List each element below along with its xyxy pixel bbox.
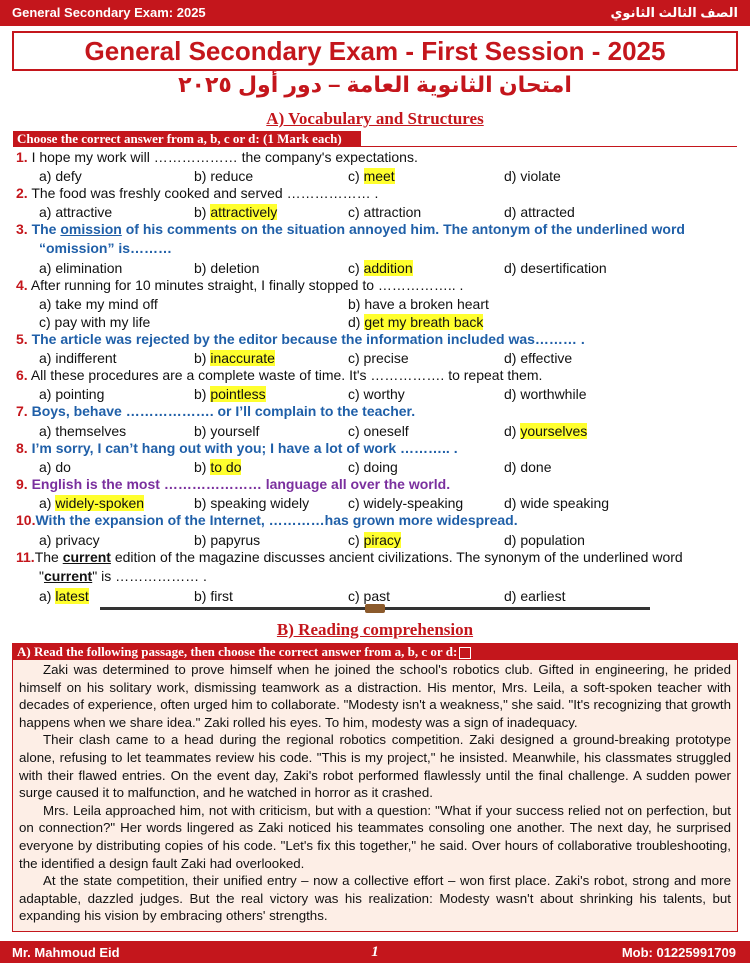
- q6-option-c[interactable]: c) worthy: [348, 386, 405, 402]
- question-11-line2: "current" is ……………… .: [39, 568, 207, 584]
- q8-option-d[interactable]: d) done: [504, 459, 552, 475]
- question-3-line2: “omission” is………: [39, 240, 173, 256]
- question-1: 1. I hope my work will ……………… the company's expectations.: [16, 149, 418, 165]
- q3-option-b[interactable]: b) deletion: [194, 260, 260, 276]
- question-2: 2. The food was freshly cooked and served ……………… .: [16, 185, 379, 201]
- section-b-heading: B) Reading comprehension: [276, 620, 474, 639]
- q2-option-a[interactable]: a) attractive: [39, 204, 113, 220]
- footer-author: Mr. Mahmoud Eid: [12, 945, 120, 960]
- q1-option-a[interactable]: a) defy: [39, 168, 82, 184]
- q4-option-a[interactable]: a) take my mind off: [39, 296, 158, 312]
- reading-passage-box: [12, 643, 738, 932]
- question-11: 11.The current edition of the magazine discusses ancient civilizations. The synonym of the underlined word: [16, 549, 683, 565]
- question-4: 4. After running for 10 minutes straight, I finally stopped to …………….. .: [16, 277, 464, 293]
- q8-option-c[interactable]: c) doing: [348, 459, 398, 475]
- q3-option-d[interactable]: d) desertification: [504, 260, 607, 276]
- top-bar: [0, 0, 750, 26]
- section-a-instruction: Choose the correct answer from a, b, c or d: (1 Mark each): [13, 131, 361, 146]
- passage-paragraph-2: Their clash came to a head during the regional robotics competition. Zaki designed a ground-breaking prototype alone, refusing to let teammates review his code. "This is my project," he insisted. Meanwhile, his classmates struggled with their flawed entries. On the event day, Zaki's robot performed flawlessly until the final challenge. A sudden power surge caused it to malfunction, and he watched in horror as it crashed.: [19, 732, 731, 801]
- footer-phone: Mob: 01225991709: [621, 945, 736, 960]
- question-8: 8. I’m sorry, I can’t hang out with you; I have a lot of work ……….. .: [16, 440, 458, 456]
- q1-option-c[interactable]: c) meet: [348, 168, 395, 184]
- q11-option-d[interactable]: d) earliest: [504, 588, 566, 604]
- q10-option-a[interactable]: a) privacy: [39, 532, 100, 548]
- question-9: 9. English is the most ………………… language all over the world.: [16, 476, 451, 492]
- q9-option-d[interactable]: d) wide speaking: [504, 495, 610, 511]
- question-3: 3. The omission of his comments on the situation annoyed him. The antonym of the underlined word: [16, 221, 685, 237]
- q2-option-d[interactable]: d) attracted: [504, 204, 575, 220]
- q11-option-a[interactable]: a) latest: [39, 588, 89, 604]
- q10-option-d[interactable]: d) population: [504, 532, 585, 548]
- q2-option-c[interactable]: c) attraction: [348, 204, 422, 220]
- question-7: 7. Boys, behave ………………. or I’ll complain to the teacher.: [16, 403, 416, 419]
- q3-option-a[interactable]: a) elimination: [39, 260, 123, 276]
- question-5: 5. The article was rejected by the editor because the information included was……… .: [16, 331, 585, 347]
- page-number: 1: [371, 944, 379, 960]
- divider-ornament: [365, 604, 385, 613]
- header-left: General Secondary Exam: 2025: [12, 5, 206, 20]
- q9-option-a[interactable]: a) widely-spoken: [39, 495, 145, 511]
- arabic-title: امتحان الثانوية العامة – دور أول ٢٠٢٥: [178, 72, 572, 97]
- q11-option-c[interactable]: c) past: [348, 588, 391, 604]
- q5-option-a[interactable]: a) indifferent: [39, 350, 117, 366]
- q7-option-d[interactable]: d) yourselves: [504, 423, 588, 439]
- q1-option-d[interactable]: d) violate: [504, 168, 561, 184]
- q9-option-c[interactable]: c) widely-speaking: [348, 495, 464, 511]
- q7-option-b[interactable]: b) yourself: [194, 423, 260, 439]
- q3-option-c[interactable]: c) addition: [348, 260, 413, 276]
- checkbox-icon: [459, 647, 471, 659]
- q8-option-b[interactable]: b) to do: [194, 459, 242, 475]
- header-right: الصف الثالث الثانوي: [610, 5, 738, 20]
- q6-option-b[interactable]: b) pointless: [194, 386, 266, 402]
- q11-option-b[interactable]: b) first: [194, 588, 233, 604]
- section-divider: [100, 607, 650, 610]
- question-6: 6. All these procedures are a complete waste of time. It's ……………. to repeat them.: [16, 367, 543, 383]
- q6-option-d[interactable]: d) worthwhile: [504, 386, 587, 402]
- q5-option-b[interactable]: b) inaccurate: [194, 350, 275, 366]
- q4-option-b[interactable]: b) have a broken heart: [348, 296, 489, 312]
- q10-option-c[interactable]: c) piracy: [348, 532, 401, 548]
- q9-option-b[interactable]: b) speaking widely: [194, 495, 310, 511]
- q10-option-b[interactable]: b) papyrus: [194, 532, 261, 548]
- q4-option-c[interactable]: c) pay with my life: [39, 314, 151, 330]
- q1-option-b[interactable]: b) reduce: [194, 168, 254, 184]
- section-a-heading: A) Vocabulary and Structures: [266, 109, 484, 128]
- question-10: 10.With the expansion of the Internet, …………has grown more widespread.: [16, 512, 518, 528]
- passage-paragraph-4: At the state competition, their unified entry – now a collective effort – won first place. Zaki's robot, strong and more adaptable, dazzled judges. But the real victory was his realization: Modesty wasn't about shrinking his talents, but expanding his vision by embracing others' strengths.: [19, 873, 731, 924]
- q8-option-a[interactable]: a) do: [39, 459, 71, 475]
- passage-text: [19, 661, 731, 925]
- q5-option-d[interactable]: d) effective: [504, 350, 573, 366]
- q6-option-a[interactable]: a) pointing: [39, 386, 105, 402]
- instruction-underline: [13, 146, 737, 147]
- passage-paragraph-3: Mrs. Leila approached him, not with criticism, but with a question: "What if your success relied not on perfection, but on connection?" Her words lingered as Zaki noticed his teammates consoling one another. The next day, he surprised everyone by distributing copies of his code. "Let's fix this together," he said. Over hours of collaborative troubleshooting, the identified a design fault Zaki had overlooked.: [19, 802, 731, 871]
- q7-option-c[interactable]: c) oneself: [348, 423, 409, 439]
- q2-option-b[interactable]: b) attractively: [194, 204, 278, 220]
- q4-option-d[interactable]: d) get my breath back: [348, 314, 484, 330]
- passage-paragraph-1: Zaki was determined to prove himself when he joined the school's robotics club. Gifted in engineering, he prided himself on his solitary work, dismissing teamwork as a distraction. His mentor, Mrs. Leila, a soft-spoken teacher with decades of experience, often urged him to collaborate. "Modesty isn't a weakness," she said. "It's recognizing that growth happens when we share idea." Zaki rolled his eyes. To him, modesty was a sign of inadequacy.: [19, 662, 731, 730]
- q7-option-a[interactable]: a) themselves: [39, 423, 127, 439]
- page-title: General Secondary Exam - First Session - 2025: [12, 31, 738, 71]
- section-b-instruction: A) Read the following passage, then choose the correct answer from a, b, c or d:: [13, 644, 737, 660]
- footer-bar: [0, 941, 750, 963]
- q5-option-c[interactable]: c) precise: [348, 350, 409, 366]
